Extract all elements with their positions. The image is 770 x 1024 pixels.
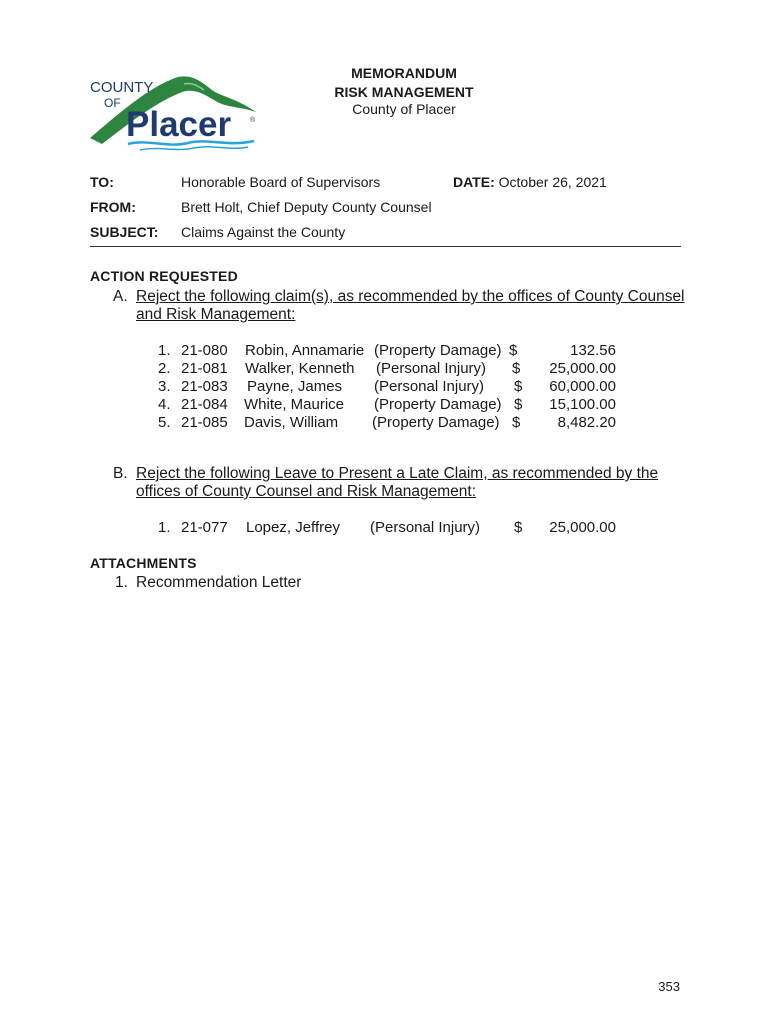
claimant-name: Walker, Kenneth: [245, 360, 355, 377]
attachment-num: 1.: [115, 574, 128, 591]
claim-type: (Property Damage): [374, 396, 502, 413]
claim-amount: 132.56: [570, 342, 616, 359]
date-value: October 26, 2021: [498, 174, 607, 190]
action-requested-heading: ACTION REQUESTED: [90, 268, 238, 284]
claim-amount: 60,000.00: [549, 378, 616, 395]
item-b-text-line2: offices of County Counsel and Risk Management:: [136, 483, 477, 500]
dept-title: RISK MANAGEMENT: [334, 84, 474, 100]
currency-symbol: $: [512, 414, 521, 431]
claim-id: 21-077: [181, 519, 228, 536]
claim-type: (Personal Injury): [376, 360, 487, 377]
logo-registered-mark: ®: [250, 117, 256, 124]
claim-num: 5.: [158, 414, 171, 431]
claim-num: 1.: [158, 342, 171, 359]
claim-type: (Property Damage): [372, 414, 500, 431]
claim-type: (Personal Injury): [374, 378, 485, 395]
memo-title: MEMORANDUM: [351, 65, 457, 81]
date-field: [453, 174, 607, 190]
claim-id: 21-080: [181, 342, 228, 359]
currency-symbol: $: [512, 360, 521, 377]
to-label: TO:: [90, 174, 114, 190]
claimant-name: Lopez, Jeffrey: [246, 519, 340, 536]
claim-id: 21-083: [181, 378, 228, 395]
claimant-name: White, Maurice: [244, 396, 345, 413]
currency-symbol: $: [509, 342, 518, 359]
attachment-label: Recommendation Letter: [136, 574, 302, 591]
claim-type: (Personal Injury): [370, 519, 481, 536]
claimant-name: Payne, James: [247, 378, 343, 395]
currency-symbol: $: [514, 519, 523, 536]
claim-id: 21-085: [181, 414, 228, 431]
claim-num: 2.: [158, 360, 171, 377]
claim-amount: 25,000.00: [549, 519, 616, 536]
claim-num: 1.: [158, 519, 171, 536]
claim-amount: 25,000.00: [549, 360, 616, 377]
item-b-marker: B.: [113, 465, 128, 482]
subject-label: SUBJECT:: [90, 224, 159, 240]
claim-amount: 15,100.00: [549, 396, 616, 413]
attachments-heading: ATTACHMENTS: [90, 555, 197, 571]
item-b-text-line1: Reject the following Leave to Present a Late Claim, as recommended by the: [136, 465, 659, 482]
to-value: Honorable Board of Supervisors: [181, 174, 381, 190]
item-a-text-line1: Reject the following claim(s), as recommended by the offices of County Counsel: [136, 288, 685, 305]
claimant-name: Davis, William: [244, 414, 339, 431]
from-value: Brett Holt, Chief Deputy County Counsel: [181, 199, 432, 215]
from-label: FROM:: [90, 199, 136, 215]
claimant-name: Robin, Annamarie: [245, 342, 365, 359]
header-divider: [90, 246, 681, 247]
claim-num: 4.: [158, 396, 171, 413]
item-a-marker: A.: [113, 288, 128, 305]
claim-num: 3.: [158, 378, 171, 395]
claim-amount: 8,482.20: [557, 414, 616, 431]
currency-symbol: $: [514, 396, 523, 413]
date-label: DATE:: [453, 174, 495, 190]
subject-value: Claims Against the County: [181, 224, 346, 240]
currency-symbol: $: [514, 378, 523, 395]
logo-county-text: COUNTY: [90, 79, 154, 96]
item-a-text-line2: and Risk Management:: [136, 306, 296, 323]
org-subtitle: County of Placer: [352, 101, 456, 117]
claim-id: 21-081: [181, 360, 228, 377]
logo-of-text: OF: [104, 96, 121, 110]
page-number: 353: [658, 979, 680, 994]
claim-type: (Property Damage): [374, 342, 502, 359]
claim-id: 21-084: [181, 396, 228, 413]
logo-placer-text: Placer: [126, 105, 232, 144]
county-of-placer-logo: [88, 72, 260, 154]
logo-water-wave: [128, 141, 254, 145]
